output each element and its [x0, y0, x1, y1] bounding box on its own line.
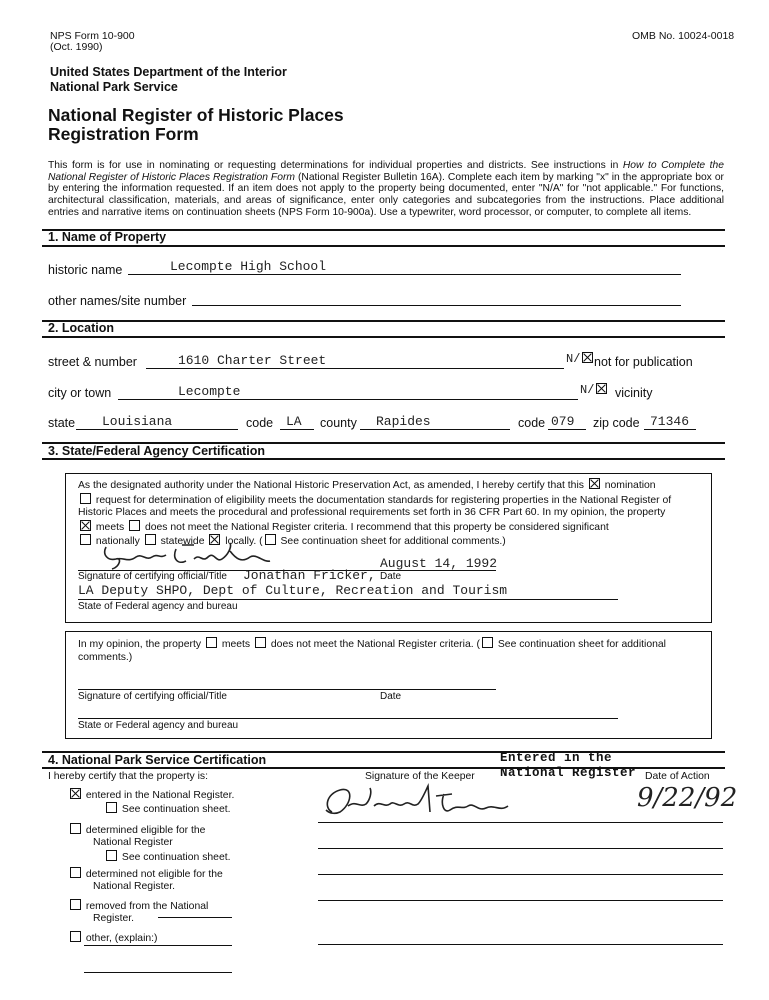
- agency-value[interactable]: LA Deputy SHPO, Dept of Culture, Recreation and Tourism: [78, 583, 508, 598]
- cert-line2: [78, 493, 698, 508]
- removed-label-2: Register.: [93, 913, 135, 925]
- state-code-label: code: [246, 416, 274, 430]
- section2-bottom-rule: [42, 336, 725, 338]
- vicinity-checkbox[interactable]: [596, 383, 607, 394]
- keeper-label: Signature of the Keeper: [365, 771, 475, 782]
- not-for-publication-na: [566, 352, 595, 366]
- date-label-2: Date: [380, 691, 402, 702]
- form-title-line1: National Register of Historic Places: [48, 105, 344, 125]
- cert-line1-text: As the designated authority under the National Historic Preservation Act, as amended, I hereby certify that this: [78, 480, 584, 491]
- county-line: [360, 429, 510, 430]
- not-eligible-checkbox[interactable]: [70, 867, 81, 878]
- not-for-publication-na-text: N/: [566, 352, 581, 366]
- meets-label: meets: [95, 521, 125, 533]
- date-label: Date: [380, 571, 402, 582]
- entered-stamp-line2: National Register: [500, 766, 637, 780]
- instructions-text-a: This form is for use in nominating or requesting determinations for individual properties and districts. See instructions in: [48, 160, 623, 171]
- form-number: NPS Form 10-900: [50, 30, 135, 42]
- opinion-text-d: comments.): [78, 651, 133, 663]
- option-not-eligible: [68, 867, 234, 881]
- opinion-text-a: In my opinion, the property: [78, 639, 202, 650]
- nps-options: [68, 788, 234, 945]
- instructions-paragraph: [48, 160, 724, 219]
- date-of-action-label: Date of Action: [645, 771, 710, 782]
- certification-date[interactable]: August 14, 1992: [380, 556, 498, 571]
- zip-value[interactable]: 71346: [650, 414, 690, 429]
- state-code-value[interactable]: LA: [286, 414, 302, 429]
- vicinity-label: vicinity: [615, 386, 653, 400]
- county-value[interactable]: Rapides: [376, 414, 431, 429]
- instructions-text-b: (National Register Bulletin 16A). Complete each item by marking "x" in the appropriate box or by entering the information requested. If an item does not apply to the property being documented, enter "N/A" for "not applicable." For functions, architectural classification, materials, and areas of significance, enter only categories and subcategories from the instructions. Place additional entries and narrative items on continuation sheets (NPS Form 10-900a). Use a typewriter, word processor, or computer, to complete all items.: [48, 171, 724, 218]
- section4-heading: 4. National Park Service Certification: [48, 753, 267, 767]
- keeper-line-1: [318, 822, 723, 823]
- keeper-line-2[interactable]: [318, 848, 723, 849]
- street-label: street & number: [48, 355, 137, 369]
- county-label: county: [320, 416, 357, 430]
- opinion-text-c: See continuation sheet for additional: [497, 639, 666, 650]
- state-certification-text: [78, 478, 698, 549]
- section1-bottom-rule: [42, 245, 725, 247]
- form-title-line2: Registration Form: [48, 124, 199, 144]
- other-explain-line-1[interactable]: [158, 917, 232, 918]
- other-explain-line-2[interactable]: [84, 945, 232, 946]
- county-code-line: [548, 429, 586, 430]
- county-code-value[interactable]: 079: [551, 414, 575, 429]
- locally-label: locally. (: [225, 536, 263, 548]
- historic-name-value[interactable]: Lecompte High School: [170, 259, 327, 274]
- does-not-meet-checkbox[interactable]: [129, 520, 140, 531]
- cert-nomination-label: nomination: [604, 480, 656, 491]
- opinion-does-not-meet-checkbox[interactable]: [255, 637, 266, 648]
- entered-label: entered in the National Register.: [85, 790, 235, 801]
- keeper-line-5[interactable]: [318, 944, 723, 945]
- option-entered: [68, 788, 234, 802]
- other-label: other, (explain:): [85, 932, 158, 944]
- request-determination-checkbox[interactable]: [80, 493, 91, 504]
- signer-name: Jonathan Fricker,: [243, 568, 376, 583]
- section2-heading: 2. Location: [48, 321, 114, 335]
- not-for-publication-label: not for publication: [594, 355, 693, 369]
- signature-label: Signature of certifying official/Title: [78, 571, 227, 582]
- opinion-meets-checkbox[interactable]: [206, 637, 217, 648]
- option-removed: [68, 899, 234, 913]
- option-eligible-continuation: [68, 850, 234, 864]
- street-value[interactable]: 1610 Charter Street: [178, 353, 327, 368]
- continuation-label: See continuation sheet for additional comments.): [280, 536, 506, 548]
- cert-line4-text: does not meet the National Register criteria. I recommend that this property be considered significant: [144, 521, 609, 533]
- historic-name-line: [128, 274, 681, 275]
- instructions-bulletin-title: How to Complete the National Register of Historic Places Registration Form: [48, 160, 724, 183]
- eligible-continuation-checkbox[interactable]: [106, 850, 117, 861]
- state-line: [76, 429, 238, 430]
- signature-line-2[interactable]: [78, 689, 496, 690]
- agency-line: [78, 599, 618, 600]
- nationally-checkbox[interactable]: [80, 534, 91, 545]
- zip-label: zip code: [593, 416, 640, 430]
- removed-label: removed from the National: [85, 900, 209, 912]
- keeper-signature: [318, 782, 523, 822]
- service-name: National Park Service: [50, 80, 178, 94]
- not-eligible-label: determined not eligible for the: [85, 869, 223, 881]
- agency-line-2[interactable]: [78, 718, 618, 719]
- entered-checkbox[interactable]: [70, 788, 81, 799]
- entered-continuation-checkbox[interactable]: [106, 802, 117, 813]
- keeper-line-4[interactable]: [318, 900, 723, 901]
- eligible-label: determined eligible for the: [85, 824, 206, 836]
- statewide-label: statewide: [160, 536, 205, 548]
- option-entered-continuation: [68, 802, 234, 816]
- eligible-continuation-label: See continuation sheet.: [121, 851, 231, 863]
- opinion-text-b: does not meet the National Register criteria. (: [270, 639, 480, 650]
- not-eligible-label-2: National Register.: [93, 881, 176, 893]
- opinion-meets-label: meets: [221, 639, 251, 650]
- eligible-label-2: National Register: [93, 837, 173, 849]
- meets-checkbox[interactable]: [80, 520, 91, 531]
- section3-heading: 3. State/Federal Agency Certification: [48, 444, 265, 458]
- removed-checkbox[interactable]: [70, 899, 81, 910]
- hereby-certify: I hereby certify that the property is:: [48, 771, 208, 782]
- other-names-line[interactable]: [192, 305, 681, 306]
- other-checkbox[interactable]: [70, 931, 81, 942]
- vicinity-na-text: N/: [580, 383, 595, 397]
- state-code-line: [280, 429, 314, 430]
- historic-name-label: historic name: [48, 263, 123, 277]
- state-label: state: [48, 416, 76, 430]
- not-for-publication-checkbox[interactable]: [582, 352, 593, 363]
- eligible-checkbox[interactable]: [70, 823, 81, 834]
- cert-line4: [78, 520, 698, 535]
- zip-line: [644, 429, 696, 430]
- form-date: (Oct. 1990): [50, 41, 103, 53]
- agency-label-2: State or Federal agency and bureau: [78, 720, 239, 731]
- entered-stamp-line1: Entered in the: [500, 751, 613, 765]
- cert-line2-text: request for determination of eligibility meets the documentation standards for registering properties in the National Register of: [95, 494, 672, 506]
- signature-label-2: Signature of certifying official/Title: [78, 691, 227, 702]
- agency-label: State of Federal agency and bureau: [78, 601, 238, 612]
- section1-heading: 1. Name of Property: [48, 230, 167, 244]
- omb-number: OMB No. 10024-0018: [632, 30, 735, 42]
- cert-line3: Historic Places and meets the procedural and professional requirements set forth in 36 CFR Part 60. In my opinion, the property: [78, 507, 666, 519]
- option-other: [68, 931, 234, 945]
- keeper-line-3[interactable]: [318, 874, 723, 875]
- street-line: [146, 368, 564, 369]
- city-label: city or town: [48, 386, 112, 400]
- city-value[interactable]: Lecompte: [178, 384, 241, 399]
- nomination-checkbox[interactable]: [589, 478, 600, 489]
- section2-top-rule: [42, 320, 725, 322]
- cert-line1: [78, 478, 698, 493]
- department-name: United States Department of the Interior: [50, 65, 287, 79]
- entered-continuation-label: See continuation sheet.: [121, 804, 231, 816]
- city-line: [118, 399, 578, 400]
- vicinity-na: [580, 383, 609, 397]
- other-names-label: other names/site number: [48, 294, 187, 308]
- opinion-continuation-checkbox[interactable]: [482, 637, 493, 648]
- nationally-label: nationally: [95, 536, 140, 548]
- federal-opinion-text: [78, 637, 698, 664]
- option-eligible: [68, 823, 234, 837]
- section3-bottom-rule: [42, 458, 725, 460]
- other-explain-line-3[interactable]: [84, 972, 232, 973]
- date-of-action-value: 9/22/92: [637, 783, 738, 813]
- county-code-label: code: [518, 416, 546, 430]
- state-value[interactable]: Louisiana: [102, 414, 173, 429]
